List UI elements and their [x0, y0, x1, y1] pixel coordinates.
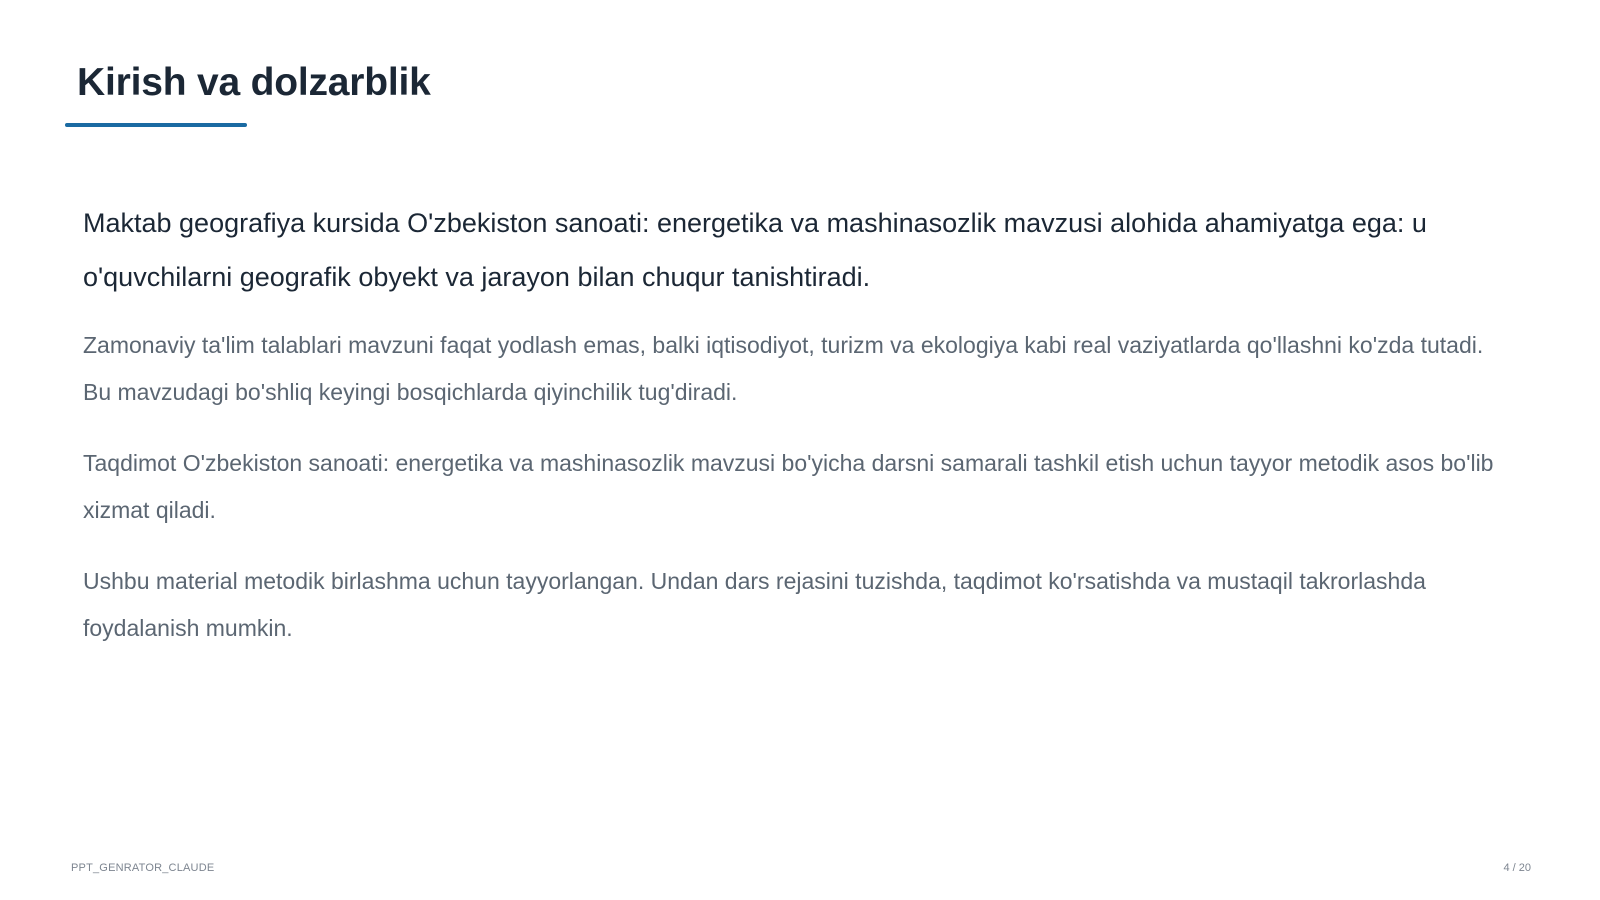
page-number: 4 / 20 — [1503, 862, 1531, 874]
body-paragraph-1: Zamonaviy ta'lim talablari mavzuni faqat yodlash emas, balki iqtisodiyot, turizm va ekologiya kabi real vaziyatlarda qo'llashni ko'zda tutadi. Bu mavzudagi bo'shliq keyingi bosqichlarda qiyinchilik tug'diradi. — [83, 332, 1484, 405]
slide-content — [83, 196, 1513, 676]
body-paragraph-2: Taqdimot O'zbekiston sanoati: energetika va mashinasozlik mavzusi bo'yicha darsni samarali tashkil etish uchun tayyor metodik asos bo'lib xizmat qiladi. — [83, 450, 1494, 523]
body-paragraph-3: Ushbu material metodik birlashma uchun tayyorlangan. Undan dars rejasini tuzishda, taqdimot ko'rsatishda va mustaqil takrorlashda foydalanish mumkin. — [83, 568, 1426, 641]
footer-brand: PPT_GENRATOR_CLAUDE — [71, 862, 215, 874]
slide-title: Kirish va dolzarblik — [77, 61, 431, 104]
title-underline — [65, 123, 247, 127]
lead-paragraph: Maktab geografiya kursida O'zbekiston sanoati: energetika va mashinasozlik mavzusi alohida ahamiyatga ega: u o'quvchilarni geografik obyekt va jarayon bilan chuqur tanishtiradi. — [83, 208, 1427, 292]
